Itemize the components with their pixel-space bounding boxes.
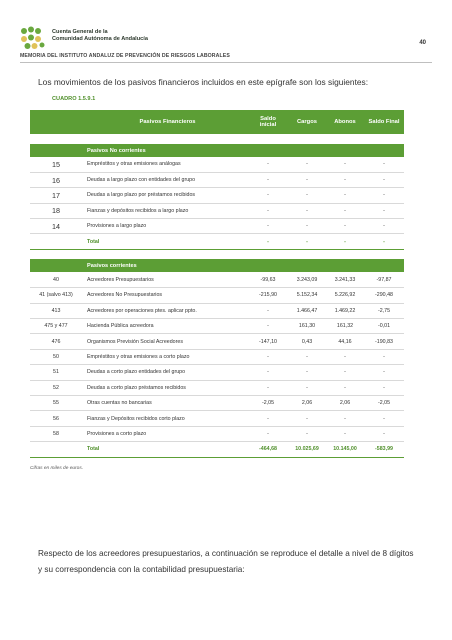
account-code: 58 <box>30 426 82 441</box>
saldo-final-value: - <box>364 157 404 172</box>
header-abonos: Abonos <box>326 110 364 134</box>
table-row <box>30 288 404 303</box>
saldo-final-value: - <box>364 203 404 218</box>
table-row <box>30 365 404 380</box>
saldo-final-value: -2,75 <box>364 303 404 318</box>
account-code: 51 <box>30 365 82 380</box>
saldo-final-value: - <box>364 380 404 395</box>
intro-paragraph: Los movimientos de los pasivos financieros incluidos en este epígrafe son los siguientes: <box>38 77 369 87</box>
saldo-final-value: -290,48 <box>364 288 404 303</box>
account-code: 16 <box>30 172 82 187</box>
saldo-final-value: - <box>364 365 404 380</box>
abonos-value: 161,32 <box>326 319 364 334</box>
abonos-value: 1.469,22 <box>326 303 364 318</box>
header-saldo-inicial-l1: Saldo <box>260 116 276 122</box>
spacer-cell <box>30 134 404 144</box>
cargos-value: - <box>288 219 326 234</box>
cargos-value: 5.152,34 <box>288 288 326 303</box>
cargos-value: 1.466,47 <box>288 303 326 318</box>
saldo-final-value: - <box>364 426 404 441</box>
section-title-blank <box>326 144 364 157</box>
cargos-value: - <box>288 349 326 364</box>
account-code: 15 <box>30 157 82 172</box>
account-code: 55 <box>30 395 82 410</box>
total-cargos: - <box>288 234 326 249</box>
header-account-cell <box>30 110 82 134</box>
table-row <box>30 426 404 441</box>
section-title-blank <box>248 144 288 157</box>
table-row <box>30 303 404 318</box>
abonos-value: - <box>326 172 364 187</box>
pasivos-financieros-table <box>30 110 404 458</box>
cargos-value: - <box>288 172 326 187</box>
saldo-final-value: -2,05 <box>364 395 404 410</box>
saldo-final-value: - <box>364 411 404 426</box>
cargos-value: - <box>288 188 326 203</box>
account-code: 475 y 477 <box>30 319 82 334</box>
saldo-inicial-value: - <box>248 319 288 334</box>
cargos-value: 161,30 <box>288 319 326 334</box>
account-description: Organismos Previsión Social Acreedores <box>82 334 248 349</box>
saldo-inicial-value: -147,10 <box>248 334 288 349</box>
section-title: Pasivos No corrientes <box>82 144 248 157</box>
account-code: 56 <box>30 411 82 426</box>
section-title: Pasivos corrientes <box>82 259 248 272</box>
abonos-value: - <box>326 203 364 218</box>
total-saldo-inicial: - <box>248 234 288 249</box>
section-spacer <box>30 249 404 259</box>
total-abonos: 10.145,00 <box>326 442 364 457</box>
account-description: Empréstitos y otras emisiones análogas <box>82 157 248 172</box>
saldo-final-value: - <box>364 172 404 187</box>
cargos-value: - <box>288 380 326 395</box>
account-code: 476 <box>30 334 82 349</box>
section-title-blank <box>364 259 404 272</box>
account-description: Acreedores Presupuestarios <box>82 272 248 287</box>
saldo-inicial-value: - <box>248 188 288 203</box>
saldo-inicial-value: - <box>248 219 288 234</box>
total-saldo-inicial: -464,68 <box>248 442 288 457</box>
cargos-value: - <box>288 157 326 172</box>
saldo-inicial-value: - <box>248 411 288 426</box>
saldo-final-value: -190,83 <box>364 334 404 349</box>
saldo-final-value: -0,01 <box>364 319 404 334</box>
table-row <box>30 395 404 410</box>
section-spacer <box>30 134 404 144</box>
memoria-title: MEMORIA DEL INSTITUTO ANDALUZ DE PREVENCIÓN DE RIESGOS LABORALES <box>20 53 230 59</box>
saldo-final-value: - <box>364 349 404 364</box>
page-header <box>20 22 432 62</box>
account-code: 14 <box>30 219 82 234</box>
abonos-value: 2,06 <box>326 395 364 410</box>
saldo-inicial-value: - <box>248 426 288 441</box>
total-label: Total <box>82 442 248 457</box>
table-row <box>30 172 404 187</box>
account-code: 52 <box>30 380 82 395</box>
section-title-blank <box>30 259 82 272</box>
page-number: 40 <box>419 40 426 46</box>
saldo-inicial-value: -99,63 <box>248 272 288 287</box>
cargos-value: - <box>288 426 326 441</box>
account-code: 40 <box>30 272 82 287</box>
header-cargos: Cargos <box>288 110 326 134</box>
table-row <box>30 188 404 203</box>
abonos-value: - <box>326 188 364 203</box>
account-description: Empréstitos y otras emisiones a corto plazo <box>82 349 248 364</box>
cargos-value: 0,43 <box>288 334 326 349</box>
section-title-row <box>30 259 404 272</box>
saldo-inicial-value: - <box>248 303 288 318</box>
saldo-inicial-value: - <box>248 365 288 380</box>
cargos-value: - <box>288 203 326 218</box>
account-description: Fianzas y depósitos recibidos a largo plazo <box>82 203 248 218</box>
abonos-value: - <box>326 426 364 441</box>
saldo-final-value: - <box>364 188 404 203</box>
junta-andalucia-logo-icon <box>20 26 46 50</box>
saldo-inicial-value: - <box>248 380 288 395</box>
account-code: 17 <box>30 188 82 203</box>
total-blank <box>30 234 82 249</box>
table-header-row <box>30 110 404 134</box>
header-desc: Pasivos Financieros <box>82 110 248 134</box>
section-title-blank <box>326 259 364 272</box>
header-saldo-inicial <box>248 110 288 134</box>
total-row <box>30 442 404 457</box>
cargos-value: - <box>288 365 326 380</box>
saldo-inicial-value: - <box>248 172 288 187</box>
saldo-final-value: - <box>364 219 404 234</box>
total-saldo-final: - <box>364 234 404 249</box>
abonos-value: - <box>326 380 364 395</box>
abonos-value: - <box>326 411 364 426</box>
account-code: 18 <box>30 203 82 218</box>
total-abonos: - <box>326 234 364 249</box>
abonos-value: - <box>326 157 364 172</box>
abonos-value: - <box>326 365 364 380</box>
account-code: 50 <box>30 349 82 364</box>
table-row <box>30 319 404 334</box>
account-description: Deudas a corto plazo entidades del grupo <box>82 365 248 380</box>
saldo-inicial-value: - <box>248 203 288 218</box>
table-row <box>30 349 404 364</box>
total-saldo-final: -583,99 <box>364 442 404 457</box>
account-description: Deudas a corto plazo préstamos recibidos <box>82 380 248 395</box>
table-row <box>30 157 404 172</box>
account-description: Deudas a largo plazo por préstamos recibidos <box>82 188 248 203</box>
account-description: Provisiones a corto plazo <box>82 426 248 441</box>
saldo-inicial-value: -2,05 <box>248 395 288 410</box>
account-code: 413 <box>30 303 82 318</box>
table-row <box>30 411 404 426</box>
table-row <box>30 334 404 349</box>
cargos-value: 2,06 <box>288 395 326 410</box>
account-description: Deudas a largo plazo con entidades del grupo <box>82 172 248 187</box>
account-code: 41 (salvo 413) <box>30 288 82 303</box>
header-saldo-inicial-l2: inicial <box>259 122 277 128</box>
saldo-inicial-value: - <box>248 349 288 364</box>
cargos-value: 3.243,09 <box>288 272 326 287</box>
account-description: Provisiones a largo plazo <box>82 219 248 234</box>
abonos-value: - <box>326 349 364 364</box>
header-divider <box>20 62 432 63</box>
total-label: Total <box>82 234 248 249</box>
abonos-value: 3.241,33 <box>326 272 364 287</box>
account-description: Fianzas y Depósitos recibidos corto plazo <box>82 411 248 426</box>
abonos-value: - <box>326 219 364 234</box>
abonos-value: 5.226,92 <box>326 288 364 303</box>
section-title-blank <box>248 259 288 272</box>
closing-paragraph: Respecto de los acreedores presupuestarios, a continuación se reproduce el detalle a nivel de 8 dígitos y su correspondencia con la contabilidad presupuestaria: <box>38 549 414 574</box>
table-caption: CUADRO 1.5.9.1 <box>52 96 96 102</box>
cargos-value: - <box>288 411 326 426</box>
units-note: Cifras en miles de euros. <box>30 466 84 471</box>
account-description: Hacienda Pública acreedora <box>82 319 248 334</box>
organization-name <box>52 29 148 43</box>
section-title-blank <box>30 144 82 157</box>
account-description: Otras cuentas no bancarias <box>82 395 248 410</box>
abonos-value: 44,16 <box>326 334 364 349</box>
total-row <box>30 234 404 249</box>
section-title-blank <box>288 144 326 157</box>
total-cargos: 10.025,69 <box>288 442 326 457</box>
saldo-inicial-value: -215,90 <box>248 288 288 303</box>
table-row <box>30 219 404 234</box>
section-title-blank <box>364 144 404 157</box>
account-description: Acreedores por operaciones ptes. aplicar ppto. <box>82 303 248 318</box>
section-title-blank <box>288 259 326 272</box>
org-line-2: Comunidad Autónoma de Andalucía <box>52 36 148 42</box>
total-blank <box>30 442 82 457</box>
table-row <box>30 203 404 218</box>
header-saldo-final: Saldo Final <box>364 110 404 134</box>
spacer-cell <box>30 249 404 259</box>
table-row <box>30 272 404 287</box>
saldo-inicial-value: - <box>248 157 288 172</box>
saldo-final-value: -97,87 <box>364 272 404 287</box>
account-description: Acreedores No Presupuestarios <box>82 288 248 303</box>
section-title-row <box>30 144 404 157</box>
org-line-1: Cuenta General de la <box>52 29 108 35</box>
table-row <box>30 380 404 395</box>
